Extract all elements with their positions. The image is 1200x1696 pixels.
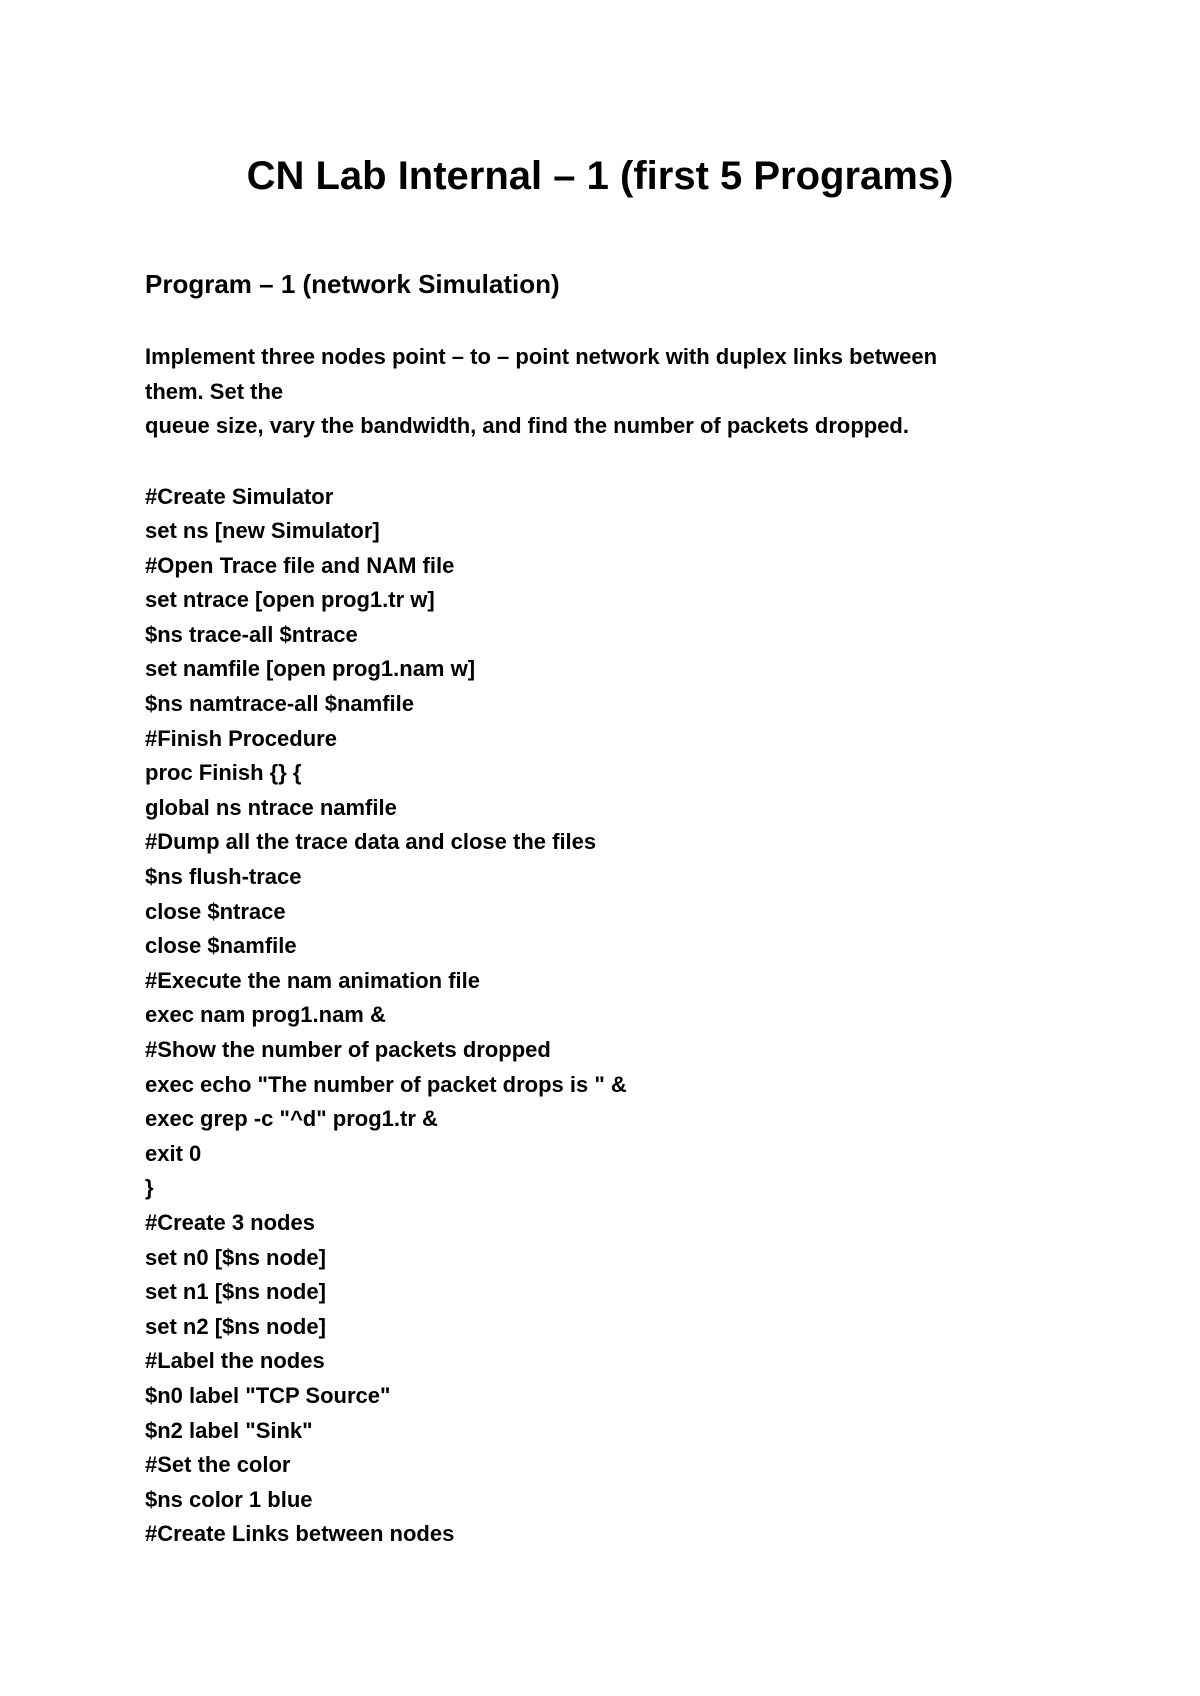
- code-line: #Execute the nam animation file: [145, 967, 480, 993]
- code-line: $n0 label "TCP Source": [145, 1382, 391, 1408]
- document-body: [145, 266, 1085, 1552]
- code-line: set n0 [$ns node]: [145, 1244, 326, 1270]
- code-line: close $namfile: [145, 933, 297, 959]
- program-heading: Program – 1 (network Simulation): [145, 269, 560, 299]
- code-line: global ns ntrace namfile: [145, 794, 397, 820]
- code-line: #Set the color: [145, 1452, 291, 1478]
- code-line: set ns [new Simulator]: [145, 518, 380, 544]
- code-line: $n2 label "Sink": [145, 1417, 313, 1443]
- code-line: $ns namtrace-all $namfile: [145, 691, 415, 717]
- code-line: #Finish Procedure: [145, 725, 337, 751]
- task-description: [145, 340, 1085, 444]
- code-line: #Label the nodes: [145, 1348, 325, 1374]
- code-line: $ns flush-trace: [145, 864, 302, 890]
- code-listing: [145, 480, 1085, 1552]
- code-line: #Create 3 nodes: [145, 1209, 315, 1235]
- code-line: close $ntrace: [145, 898, 286, 924]
- code-line: #Show the number of packets dropped: [145, 1037, 551, 1062]
- task-line: them. Set the: [145, 378, 284, 404]
- code-line: #Create Simulator: [145, 483, 334, 509]
- code-line: set namfile [open prog1.nam w]: [145, 656, 476, 682]
- code-line: set n2 [$ns node]: [145, 1313, 326, 1339]
- code-line: exec grep -c "^d" prog1.tr &: [145, 1106, 438, 1132]
- code-line: #Open Trace file and NAM file: [145, 552, 455, 578]
- code-line: $ns color 1 blue: [145, 1486, 313, 1512]
- code-line: set ntrace [open prog1.tr w]: [145, 587, 435, 613]
- code-line: $ns trace-all $ntrace: [145, 621, 358, 647]
- code-line: proc Finish {} {: [145, 760, 302, 786]
- code-line: exit 0: [145, 1140, 202, 1166]
- code-line: set n1 [$ns node]: [145, 1279, 326, 1305]
- document-title: CN Lab Internal – 1 (first 5 Programs): [246, 154, 954, 198]
- code-line: exec echo "The number of packet drops is " &: [145, 1071, 627, 1097]
- task-line: queue size, vary the bandwidth, and find the number of packets dropped.: [145, 413, 909, 438]
- code-line: #Dump all the trace data and close the files: [145, 829, 597, 855]
- code-line: }: [145, 1175, 154, 1201]
- task-line: Implement three nodes point – to – point network with duplex links between: [145, 344, 938, 369]
- code-line: #Create Links between nodes: [145, 1521, 455, 1547]
- code-line: exec nam prog1.nam &: [145, 1002, 386, 1028]
